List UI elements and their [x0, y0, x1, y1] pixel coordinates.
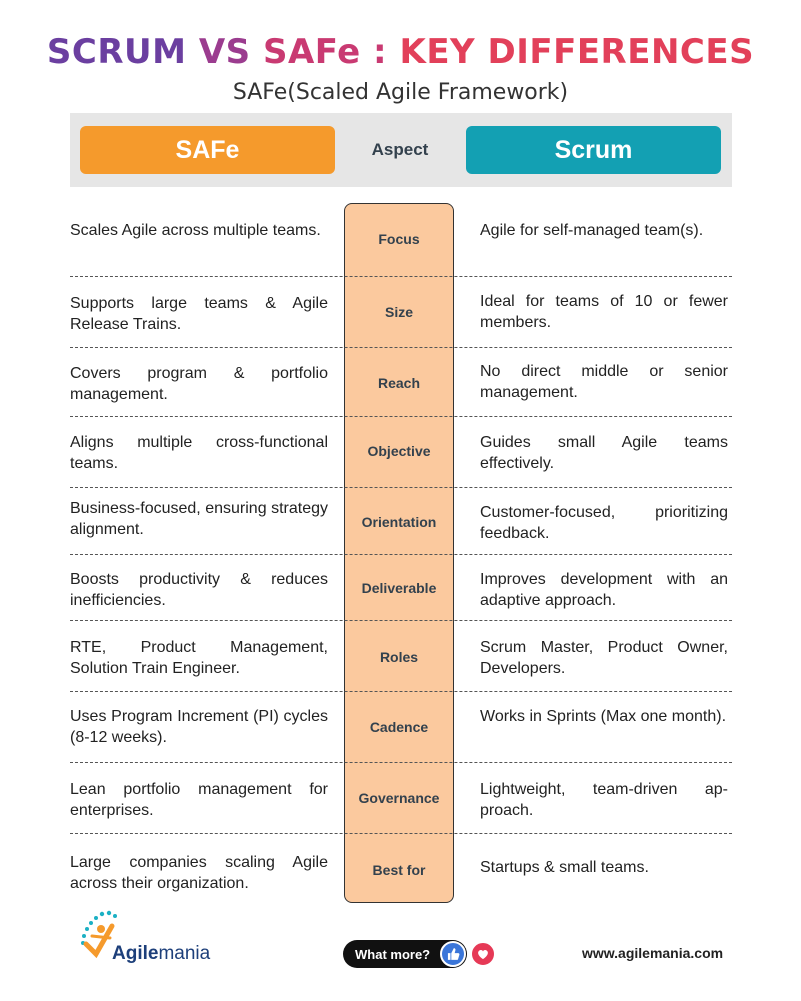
thumbs-up-icon — [440, 941, 466, 967]
column-header-scrum: Scrum — [466, 126, 721, 174]
scrum-cell: No direct middle or senior management. — [480, 363, 728, 401]
row-divider — [70, 276, 732, 277]
column-header-safe: SAFe — [80, 126, 335, 174]
safe-cell: Supports large teams & Agile Release Trains. — [70, 295, 328, 333]
scrum-cell: Scrum Master, Product Owner, Developers. — [480, 639, 728, 677]
aspect-label: Deliverable — [361, 580, 437, 596]
title-vs: VS — [198, 32, 251, 72]
website-url: www.agilemania.com — [582, 945, 724, 961]
safe-cell: Aligns multiple cross-functional teams. — [70, 434, 328, 472]
aspect-label: Best for — [372, 862, 426, 878]
aspect-label: Size — [384, 304, 413, 320]
safe-cell: RTE, Product Management, Solution Train Engineer. — [70, 639, 328, 677]
page-title — [0, 32, 801, 72]
aspect-label: Focus — [378, 231, 420, 247]
row-divider — [70, 762, 732, 763]
scrum-cell: Startups & small teams. — [480, 859, 649, 876]
safe-cell: Lean portfolio management for enterprises. — [70, 781, 328, 819]
scrum-cell: Ideal for teams of 10 or fewer members. — [480, 293, 728, 331]
scrum-cell: Guides small Agile teams effectively. — [480, 434, 728, 472]
title-key-differences: KEY DIFFERENCES — [399, 32, 755, 72]
safe-cell: Business-focused, ensuring strategy alignment. — [70, 500, 328, 538]
title-safe: SAFe : — [262, 32, 388, 72]
scrum-cell: Works in Sprints (Max one month). — [480, 708, 727, 725]
row-divider — [70, 691, 732, 692]
aspect-label: Governance — [358, 790, 440, 806]
safe-cell: Scales Agile across multiple teams. — [70, 222, 321, 239]
scrum-cell: Agile for self-managed team(s). — [480, 222, 704, 239]
title-scrum: SCRUM — [46, 32, 187, 72]
page-subtitle: SAFe(Scaled Agile Framework) — [232, 80, 569, 105]
brand-name: Agilemania — [112, 943, 211, 964]
column-header-aspect: Aspect — [371, 140, 429, 159]
row-divider — [70, 347, 732, 348]
row-divider — [70, 487, 732, 488]
aspect-label: Roles — [379, 649, 419, 665]
safe-cell: Large companies scaling Agile across their organization. — [70, 854, 328, 892]
safe-cell: Covers program & portfolio management. — [70, 365, 328, 403]
safe-cell: Boosts productivity & reduces inefficiencies. — [70, 571, 328, 609]
aspect-label: Objective — [367, 443, 431, 459]
row-divider — [70, 833, 732, 834]
row-divider — [70, 554, 732, 555]
what-more-badge: What more? — [343, 940, 467, 968]
safe-cell: Uses Program Increment (PI) cycles (8-12 weeks). — [70, 708, 328, 746]
aspect-label: Cadence — [369, 719, 429, 735]
heart-icon — [470, 941, 496, 967]
scrum-cell: Lightweight, team-driven ap-proach. — [480, 781, 728, 819]
aspect-label: Orientation — [361, 514, 437, 530]
row-divider — [70, 620, 732, 621]
scrum-cell: Improves development with an adaptive approach. — [480, 571, 728, 609]
scrum-cell: Customer-focused, prioritizing feedback. — [480, 504, 728, 542]
row-divider — [70, 416, 732, 417]
aspect-label: Reach — [377, 375, 421, 391]
